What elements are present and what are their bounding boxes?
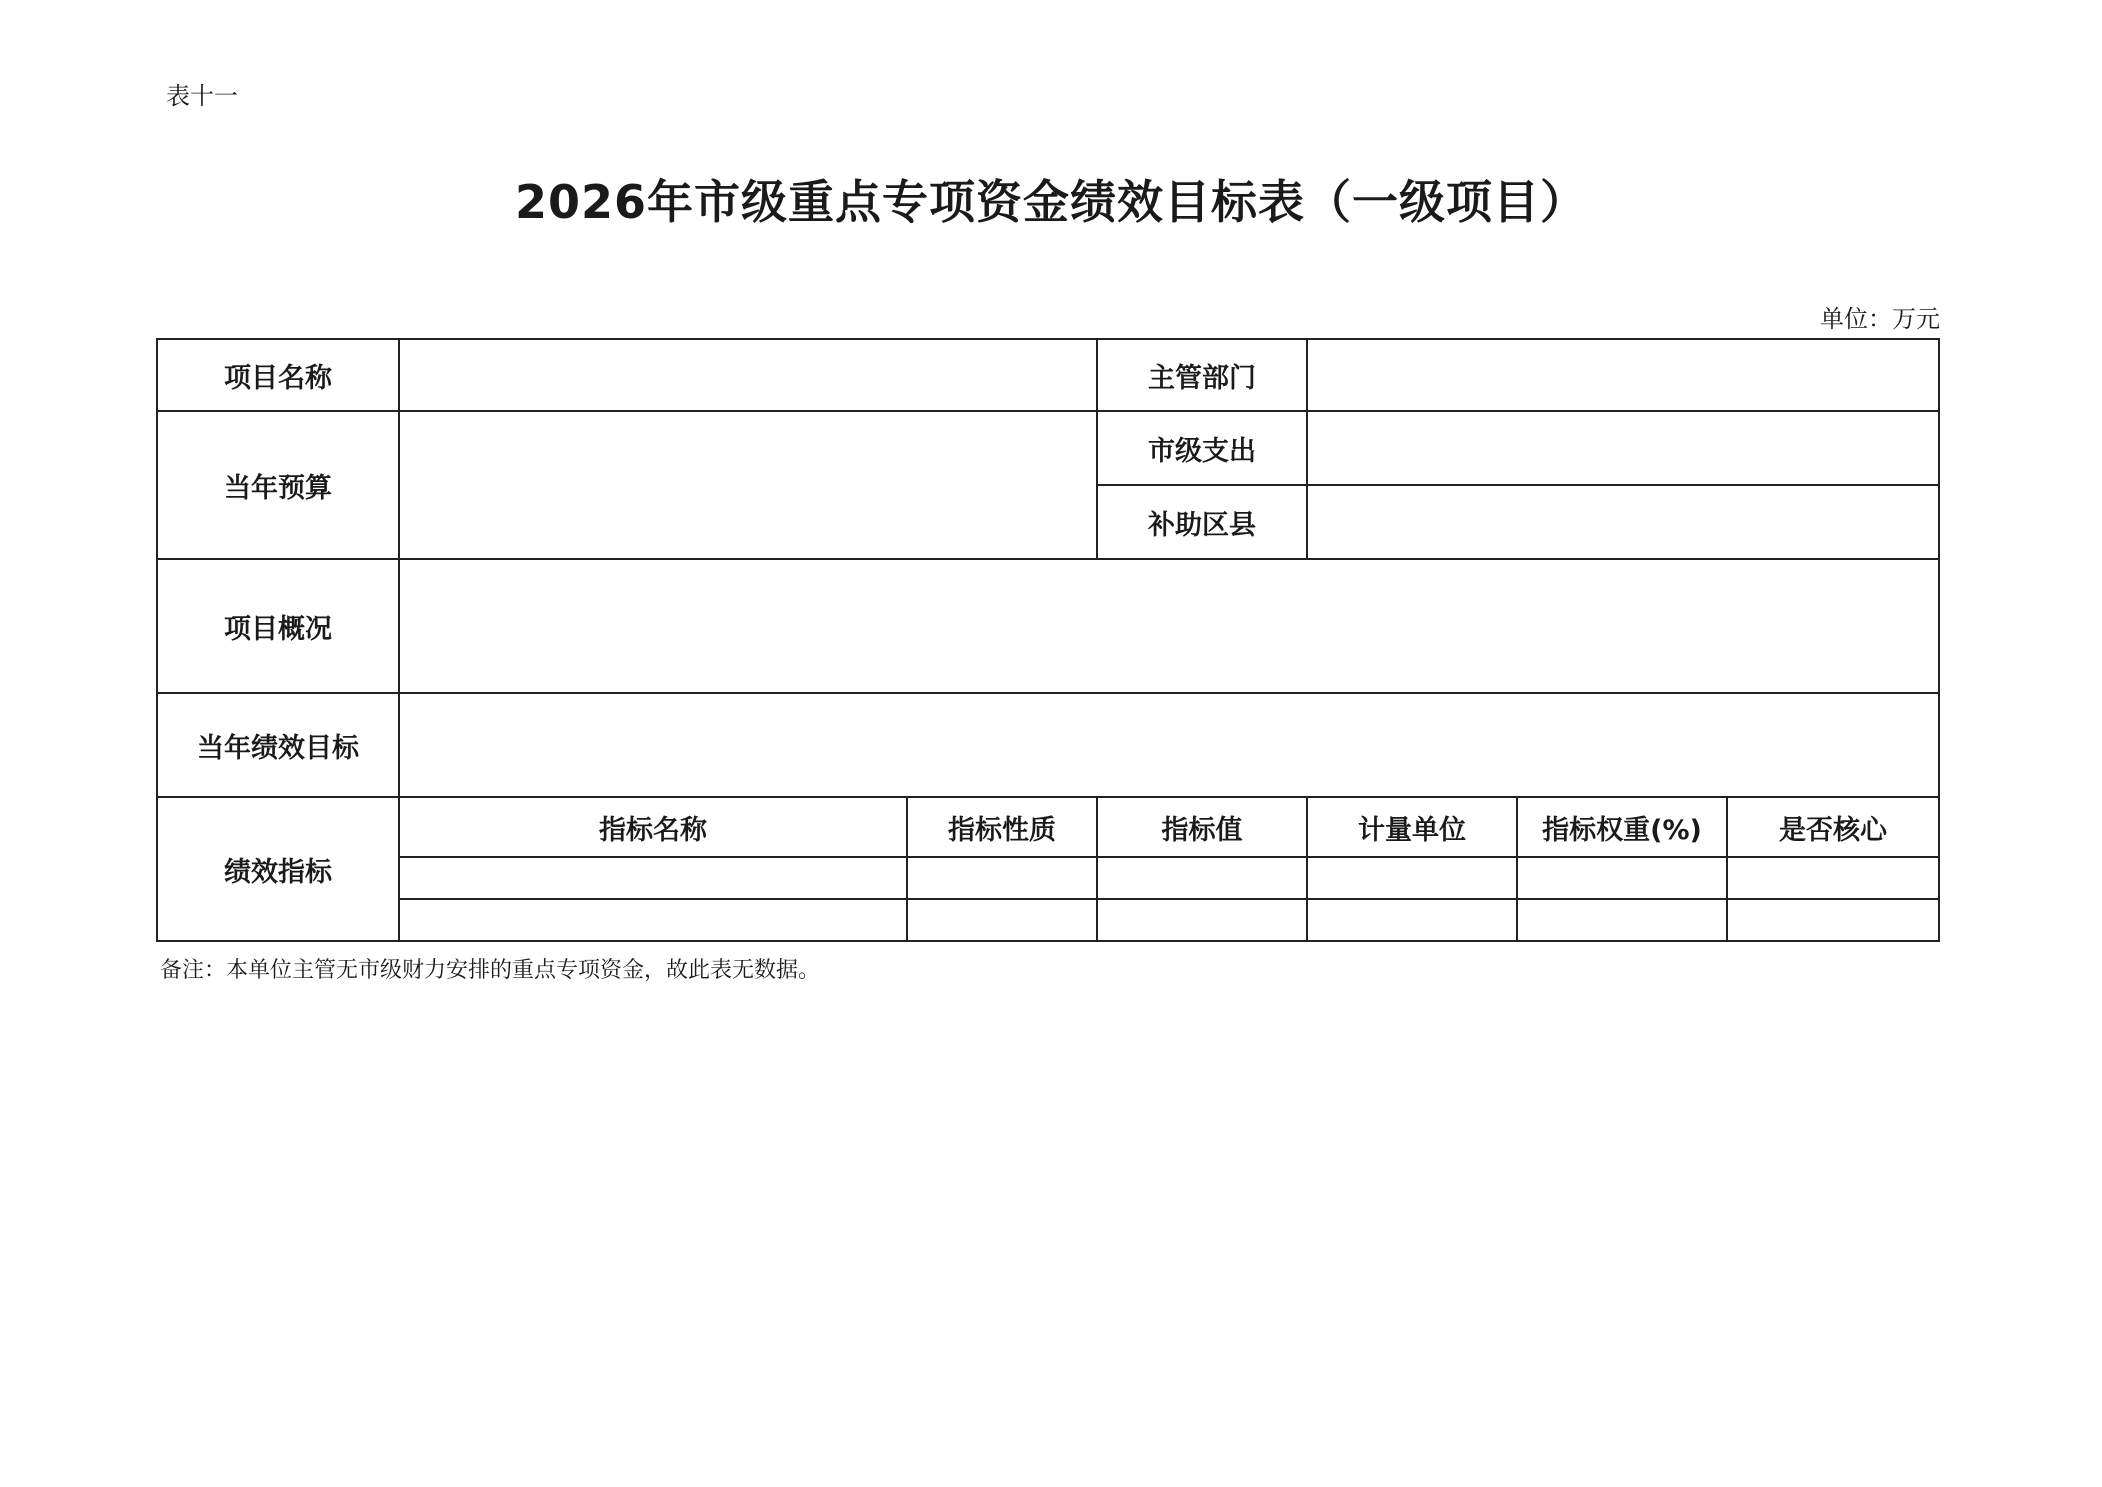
indicator-cell <box>1307 857 1517 899</box>
dept-value <box>1307 339 1939 411</box>
overview-value <box>399 559 1939 693</box>
indicator-cell <box>399 899 907 941</box>
dept-label: 主管部门 <box>1097 339 1307 411</box>
document-title: 2026年市级重点专项资金绩效目标表（一级项目） <box>514 175 1588 229</box>
budget-value <box>399 411 1097 559</box>
indicator-cell <box>399 857 907 899</box>
col-indicator-value: 指标值 <box>1097 797 1307 857</box>
goal-value <box>399 693 1939 797</box>
col-indicator-name: 指标名称 <box>399 797 907 857</box>
row-goal <box>157 693 1939 797</box>
col-indicator-weight: 指标权重(%) <box>1517 797 1727 857</box>
district-subsidy-label: 补助区县 <box>1097 485 1307 559</box>
indicator-label: 绩效指标 <box>157 797 399 941</box>
row-budget <box>157 411 1939 485</box>
indicator-cell <box>1517 857 1727 899</box>
table-number: 表十一 <box>166 82 238 110</box>
indicator-cell <box>1097 899 1307 941</box>
row-project-name <box>157 339 1939 411</box>
col-is-core: 是否核心 <box>1727 797 1939 857</box>
indicator-cell <box>1517 899 1727 941</box>
city-expense-label: 市级支出 <box>1097 411 1307 485</box>
indicator-cell <box>1097 857 1307 899</box>
unit-label: 单位：万元 <box>1820 305 1940 333</box>
performance-target-table <box>156 338 1940 942</box>
indicator-cell <box>1727 899 1939 941</box>
row-indicator-header <box>157 797 1939 857</box>
indicator-row <box>157 857 1939 899</box>
goal-label: 当年绩效目标 <box>157 693 399 797</box>
indicator-cell <box>907 857 1097 899</box>
budget-label: 当年预算 <box>157 411 399 559</box>
city-expense-value <box>1307 411 1939 485</box>
row-overview <box>157 559 1939 693</box>
overview-label: 项目概况 <box>157 559 399 693</box>
col-measure-unit: 计量单位 <box>1307 797 1517 857</box>
indicator-cell <box>907 899 1097 941</box>
footnote: 备注：本单位主管无市级财力安排的重点专项资金，故此表无数据。 <box>160 958 821 983</box>
indicator-cell <box>1307 899 1517 941</box>
indicator-row <box>157 899 1939 941</box>
project-name-value <box>399 339 1097 411</box>
col-indicator-nature: 指标性质 <box>907 797 1097 857</box>
project-name-label: 项目名称 <box>157 339 399 411</box>
district-subsidy-value <box>1307 485 1939 559</box>
indicator-cell <box>1727 857 1939 899</box>
